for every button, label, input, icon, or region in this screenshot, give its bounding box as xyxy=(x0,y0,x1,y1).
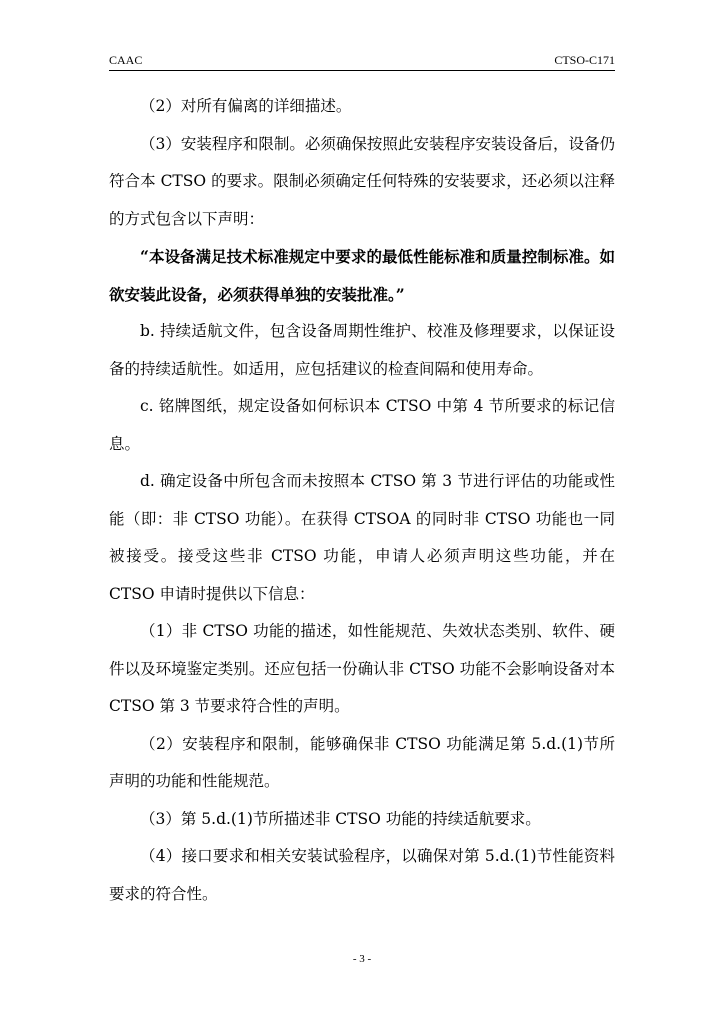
page-header xyxy=(109,50,615,71)
header-organization: CAAC xyxy=(109,53,143,67)
paragraph-non-ctso-functions: d. 确定设备中所包含而未按照本 CTSO 第 3 节进行评估的功能或性能（即：非 CTSO 功能）。在获得 CTSOA 的同时非 CTSO 功能也一同被接受。接受这些非 CTSO 功能，申请人必须声明这些功能，并在 CTSO 申请时提供以下信息： xyxy=(109,472,615,603)
paragraph-non-ctso-airworthiness: （3）第 5.d.(1)节所描述非 CTSO 功能的持续适航要求。 xyxy=(140,809,541,828)
paragraph-non-ctso-installation: （2）安装程序和限制，能够确保非 CTSO 功能满足第 5.d.(1)节所声明的功能和性能规范。 xyxy=(109,734,615,790)
paragraph-non-ctso-description: （1）非 CTSO 功能的描述，如性能规范、失效状态类别、软件、硬件以及环境鉴定类别。还应包括一份确认非 CTSO 功能不会影响设备对本 CTSO 第 3 节要求符合性的声明。 xyxy=(109,622,615,715)
header-document-id: CTSO-C171 xyxy=(554,53,615,67)
paragraph-nameplate-drawing: c. 铭牌图纸，规定设备如何标识本 CTSO 中第 4 节所要求的标记信息。 xyxy=(109,397,615,453)
paragraph-deviation-description: （2）对所有偏离的详细描述。 xyxy=(140,97,352,115)
paragraph-interface-requirements: （4）接口要求和相关安装试验程序，以确保对第 5.d.(1)节性能资料要求的符合性。 xyxy=(109,847,615,903)
paragraph-installation-procedures: （3）安装程序和限制。必须确保按照此安装程序安装设备后，设备仍符合本 CTSO 的要求。限制必须确定任何特殊的安装要求，还必须以注释的方式包含以下声明： xyxy=(109,134,615,228)
page-number: - 3 - xyxy=(352,953,372,965)
paragraph-required-statement: “本设备满足技术标准规定中要求的最低性能标准和质量控制标准。如欲安装此设备，必须获得单独的安装批准。” xyxy=(109,247,615,304)
paragraph-continued-airworthiness: b. 持续适航文件，包含设备周期性维护、校准及修理要求，以保证设备的持续适航性。如适用，应包括建议的检查间隔和使用寿命。 xyxy=(109,322,615,378)
document-body xyxy=(109,88,615,913)
